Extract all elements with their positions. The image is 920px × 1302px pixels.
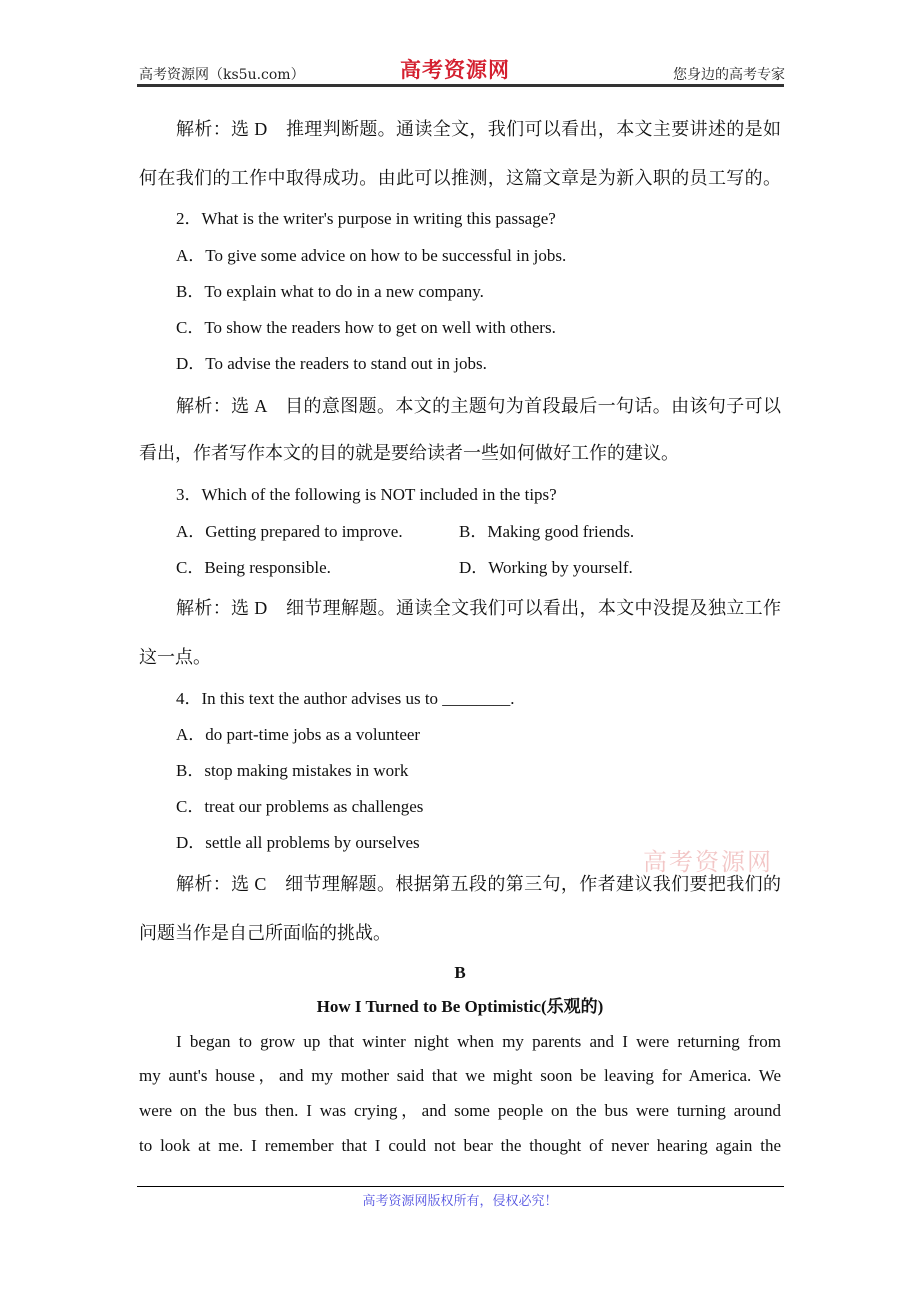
q2-option: A．To give some advice on how to be successful in jobs.: [176, 246, 567, 265]
q3-option: C．Being responsible.: [176, 558, 331, 577]
q4-stem: 4．In this text the author advises us to ________.: [176, 689, 515, 708]
passage-title: How I Turned to Be Optimistic(乐观的): [316, 997, 604, 1016]
q3-option: A．Getting prepared to improve.: [176, 522, 403, 541]
passage-line: were on the bus then. I was crying，and some people on the bus were turning around: [139, 1101, 781, 1120]
q4-option: D．settle all problems by ourselves: [176, 833, 420, 852]
header-rule: [137, 84, 784, 87]
q1-analysis-line: 解析：选 D 推理判断题。通读全文，我们可以看出，本文主要讲述的是如: [176, 119, 781, 139]
q2-option: B．To explain what to do in a new company.: [176, 282, 484, 301]
q2-analysis-line: 解析：选 A 目的意图题。本文的主题句为首段最后一句话。由该句子可以: [176, 396, 781, 416]
q4-option: A．do part-time jobs as a volunteer: [176, 725, 421, 744]
watermark: 高考资源网: [643, 848, 773, 876]
q1-analysis-line: 何在我们的工作中取得成功。由此可以推测，这篇文章是为新入职的员工写的。: [139, 168, 781, 188]
footer-copyright: 高考资源网版权所有，侵权必究！: [362, 1194, 558, 1209]
q4-analysis-line: 问题当作是自己所面临的挑战。: [139, 923, 391, 943]
passage-line: I began to grow up that winter night when my parents and I were returning from: [176, 1032, 781, 1051]
q2-option: D．To advise the readers to stand out in jobs.: [176, 354, 487, 373]
header-right: 您身边的高考专家: [673, 67, 785, 83]
site-logo: 高考资源网: [400, 57, 510, 82]
passage-line: my aunt's house，and my mother said that we might soon be leaving for America. We: [139, 1066, 781, 1085]
q3-stem: 3．Which of the following is NOT included in the tips?: [176, 485, 557, 504]
section-letter: B: [454, 963, 466, 982]
q3-analysis-line: 这一点。: [139, 647, 211, 667]
q2-analysis-line: 看出，作者写作本文的目的就是要给读者一些如何做好工作的建议。: [139, 443, 679, 463]
q2-stem: 2．What is the writer's purpose in writing this passage?: [176, 209, 556, 228]
header-left: 高考资源网（ks5u.com）: [139, 67, 305, 83]
q2-option: C．To show the readers how to get on well with others.: [176, 318, 556, 337]
q4-option: B．stop making mistakes in work: [176, 761, 409, 780]
q3-option: D．Working by yourself.: [459, 558, 633, 577]
footer-rule: [137, 1186, 784, 1187]
q3-option: B．Making good friends.: [459, 522, 635, 541]
passage-line: to look at me. I remember that I could not bear the thought of never hearing again the: [139, 1136, 781, 1155]
q3-analysis-line: 解析：选 D 细节理解题。通读全文我们可以看出，本文中没提及独立工作: [176, 598, 781, 618]
q4-option: C．treat our problems as challenges: [176, 797, 424, 816]
q4-analysis-line: 解析：选 C 细节理解题。根据第五段的第三句，作者建议我们要把我们的: [176, 874, 781, 894]
